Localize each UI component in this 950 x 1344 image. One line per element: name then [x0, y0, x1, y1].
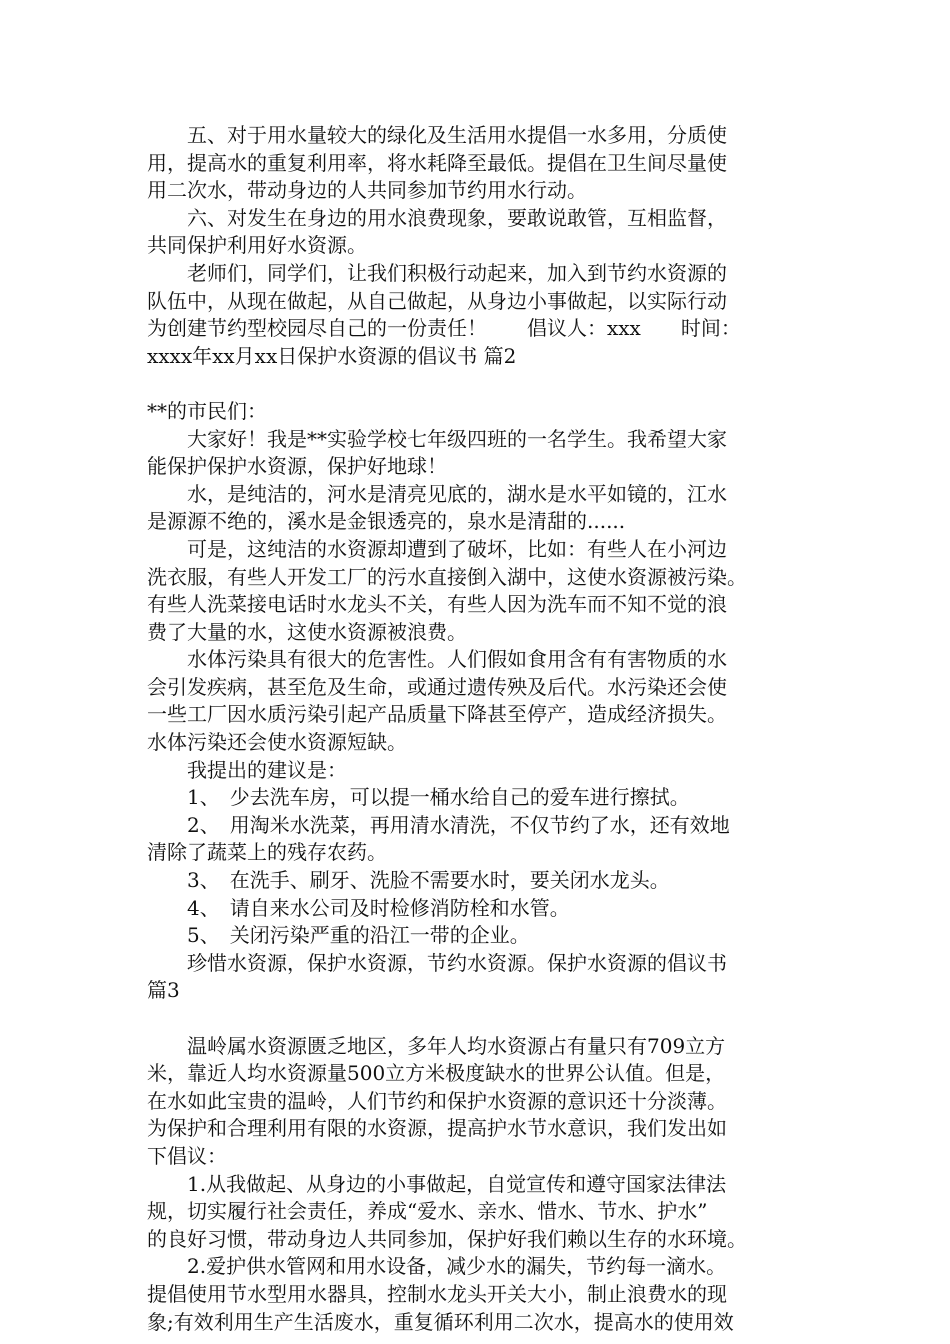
paragraph-closing: 珍惜水资源，保护水资源，节约水资源。保护水资源的倡议书 篇3 — [147, 950, 727, 1003]
paragraph-suggestion-4: 4、 请自来水公司及时检修消防栓和水管。 — [147, 895, 570, 920]
paragraph-item-5: 五、对于用水量较大的绿化及生活用水提倡一水多用，分质使 用，提高水的重复利用率，将水耗降至最低。提倡在卫生间尽量使 用二次水，带动身边的人共同参加节约用水行动。 — [147, 123, 727, 203]
paragraph-proposal-1: 1.从我做起、从身边的小事做起，自觉宣传和遵守国家法律法 规，切实履行社会责任，养成“爱水、亲水、惜水、节水、护水” 的良好习惯，带动身边人共同参加，保护好我们赖以生存的水环境。 — [147, 1171, 747, 1251]
paragraph-pollution-harm: 水体污染具有很大的危害性。人们假如食用含有有害物质的水 会引发疾病，甚至危及生命，或通过遗传殃及后代。水污染还会使 一些工厂因水质污染引起产品质量下降甚至停产，造成经济损失。 水体污染还会使水资源短缺。 — [147, 647, 727, 755]
paragraph-gap — [147, 370, 803, 398]
paragraph-wenling-intro: 温岭属水资源匮乏地区，多年人均水资源占有量只有709立方 米，靠近人均水资源量500立方米极度缺水的世界公认值。但是， 在水如此宝贵的温岭，人们节约和保护水资源的意识还十分淡薄。 为保护和合理利用有限的水资源，提高护水节水意识，我们发出如 下倡议： — [147, 1033, 727, 1168]
paragraph-gap — [147, 1005, 803, 1033]
paragraph-water-damage: 可是，这纯洁的水资源却遭到了破坏，比如：有些人在小河边 洗衣服，有些人开发工厂的污水直接倒入湖中，这使水资源被污染。 有些人洗菜接电话时水龙头不关，有些人因为洗车而不知不觉的浪 费了大量的水，这使水资源被浪费。 — [147, 536, 747, 644]
paragraph-greeting: 大家好！我是**实验学校七年级四班的一名学生。我希望大家 能保护保护水资源，保护好地球！ — [147, 426, 727, 479]
paragraph-item-6: 六、对发生在身边的用水浪费现象，要敢说敢管，互相监督， 共同保护利用好水资源。 — [147, 205, 727, 258]
paragraph-water-description: 水，是纯洁的，河水是清亮见底的，湖水是水平如镜的，江水 是源源不绝的，溪水是金银透亮的，泉水是清甜的...... — [147, 481, 727, 534]
paragraph-salutation: **的市民们： — [147, 398, 267, 423]
paragraph-call-to-action: 老师们，同学们，让我们积极行动起来，加入到节约水资源的 队伍中，从现在做起，从自己做起，从身边小事做起，以实际行动 为创建节约型校园尽自己的一份责任！ 倡议人：xxx 时间： xxxx年xx月xx日保护水资源的倡议书 篇2 — [147, 260, 741, 368]
paragraph-suggestion-5: 5、 关闭污染严重的沿江一带的企业。 — [147, 923, 530, 948]
paragraph-suggestion-1: 1、 少去洗车房，可以提一桶水给自己的爱车进行擦拭。 — [147, 785, 690, 810]
document-page — [147, 122, 803, 1336]
paragraph-suggestion-2: 2、 用淘米水洗菜，再用清水清洗，不仅节约了水，还有效地 清除了蔬菜上的残存农药。 — [147, 812, 730, 865]
paragraph-suggestion-3: 3、 在洗手、刷牙、洗脸不需要水时，要关闭水龙头。 — [147, 868, 670, 893]
paragraph-suggestions-intro: 我提出的建议是： — [147, 757, 347, 782]
paragraph-proposal-2: 2.爱护供水管网和用水设备，减少水的漏失，节约每一滴水。 提倡使用节水型用水器具，控制水龙头开关大小，制止浪费水的现 象;有效利用生产生活废水，重复循环利用二次水，提高水的使用效 — [147, 1254, 734, 1334]
